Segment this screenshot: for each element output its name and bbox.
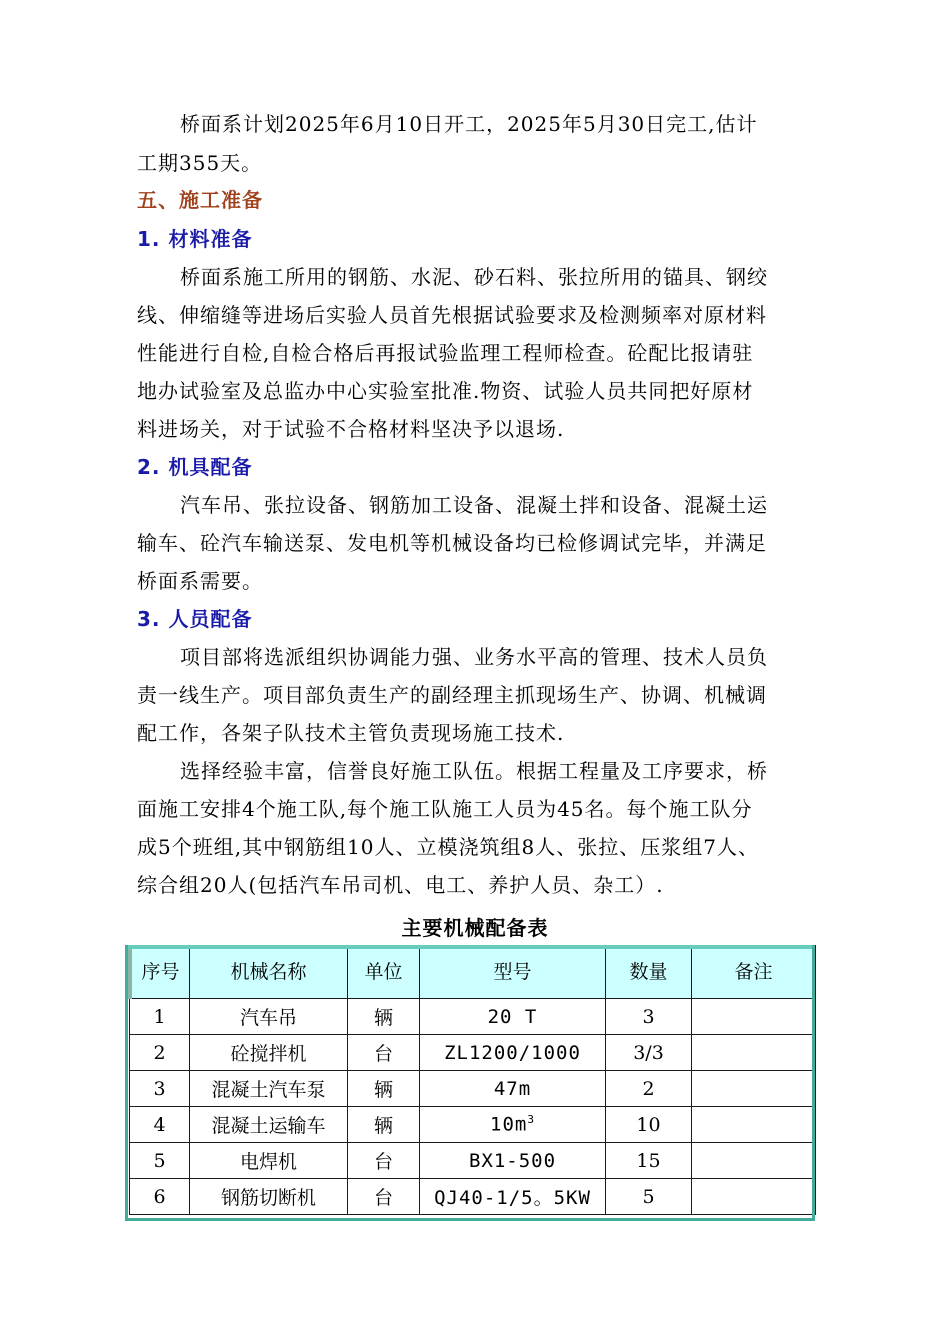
header-name: 机械名称 xyxy=(190,946,348,999)
table-header-row xyxy=(130,946,816,999)
table-row xyxy=(130,1143,816,1179)
cell-model: BX1-500 xyxy=(420,1143,606,1179)
cell-qty: 3 xyxy=(606,999,692,1035)
crew-line-1: 选择经验丰富，信誉良好施工队伍。根据工程量及工序要求，桥 xyxy=(180,759,768,783)
cell-name: 钢筋切断机 xyxy=(190,1179,348,1215)
equipment-line-2: 输车、砼汽车输送泵、发电机等机械设备均已检修调试完毕，并满足 xyxy=(137,531,767,555)
subsection-2-heading: 2. 机具配备 xyxy=(137,455,253,479)
cell-note xyxy=(692,999,816,1035)
crew-line-2: 面施工安排4个施工队,每个施工队施工人员为45名。每个施工队分 xyxy=(137,797,753,821)
cell-unit: 辆 xyxy=(348,1071,420,1107)
table-title: 主要机械配备表 xyxy=(401,916,549,940)
staff-line-3: 配工作，各架子队技术主管负责现场施工技术. xyxy=(137,721,565,745)
materials-line-3: 性能进行自检,自检合格后再报试验监理工程师检查。砼配比报请驻 xyxy=(137,341,754,365)
cell-name: 混凝土运输车 xyxy=(190,1107,348,1143)
header-model: 型号 xyxy=(420,946,606,999)
cell-model: 47m xyxy=(420,1071,606,1107)
cell-no: 3 xyxy=(130,1071,190,1107)
cell-unit: 台 xyxy=(348,1143,420,1179)
header-no: 序号 xyxy=(130,946,190,999)
machinery-table xyxy=(127,945,816,1215)
table-row xyxy=(130,1035,816,1071)
crew-line-3: 成5个班组,其中钢筋组10人、立模浇筑组8人、张拉、压浆组7人、 xyxy=(137,835,759,859)
cell-qty: 5 xyxy=(606,1179,692,1215)
cell-model: QJ40-1/5。5KW xyxy=(420,1179,606,1215)
subsection-3-heading: 3. 人员配备 xyxy=(137,607,253,631)
cell-name: 汽车吊 xyxy=(190,999,348,1035)
equipment-line-1: 汽车吊、张拉设备、钢筋加工设备、混凝土拌和设备、混凝土运 xyxy=(180,493,768,517)
crew-line-4: 综合组20人(包括汽车吊司机、电工、养护人员、杂工）. xyxy=(137,873,664,897)
table-top-border xyxy=(125,945,815,949)
cell-note xyxy=(692,1143,816,1179)
cell-name: 电焊机 xyxy=(190,1143,348,1179)
schedule-line-1: 桥面系计划2025年6月10日开工，2025年5月30日完工,估计 xyxy=(180,112,758,136)
header-qty: 数量 xyxy=(606,946,692,999)
section-5-heading: 五、施工准备 xyxy=(137,188,263,212)
cell-qty: 3/3 xyxy=(606,1035,692,1071)
equipment-line-3: 桥面系需要。 xyxy=(137,569,263,593)
cell-qty: 10 xyxy=(606,1107,692,1143)
cell-note xyxy=(692,1035,816,1071)
cell-note xyxy=(692,1071,816,1107)
cell-no: 4 xyxy=(130,1107,190,1143)
cell-name: 砼搅拌机 xyxy=(190,1035,348,1071)
table-row xyxy=(130,999,816,1035)
table-row xyxy=(130,1179,816,1215)
cell-no: 6 xyxy=(130,1179,190,1215)
cell-qty: 2 xyxy=(606,1071,692,1107)
subsection-1-heading: 1. 材料准备 xyxy=(137,227,253,251)
cell-model xyxy=(420,1107,606,1143)
cell-model-base: 10m xyxy=(490,1113,528,1136)
cell-unit: 台 xyxy=(348,1179,420,1215)
header-note: 备注 xyxy=(692,946,816,999)
materials-line-4: 地办试验室及总监办中心实验室批准.物资、试验人员共同把好原材 xyxy=(137,379,754,403)
cell-unit: 台 xyxy=(348,1035,420,1071)
cell-note xyxy=(692,1107,816,1143)
schedule-line-2: 工期355天。 xyxy=(137,151,263,175)
table-row xyxy=(130,1107,816,1143)
staff-line-2: 责一线生产。项目部负责生产的副经理主抓现场生产、协调、机械调 xyxy=(137,683,767,707)
cell-no: 1 xyxy=(130,999,190,1035)
cell-model-superscript: 3 xyxy=(527,1113,535,1127)
cell-model: 20 T xyxy=(420,999,606,1035)
cell-note xyxy=(692,1179,816,1215)
cell-name: 混凝土汽车泵 xyxy=(190,1071,348,1107)
cell-no: 5 xyxy=(130,1143,190,1179)
cell-no: 2 xyxy=(130,1035,190,1071)
cell-model: ZL1200/1000 xyxy=(420,1035,606,1071)
staff-line-1: 项目部将选派组织协调能力强、业务水平高的管理、技术人员负 xyxy=(180,645,768,669)
header-unit: 单位 xyxy=(348,946,420,999)
materials-line-2: 线、伸缩缝等进场后实验人员首先根据试验要求及检测频率对原材料 xyxy=(137,303,767,327)
materials-line-5: 料进场关，对于试验不合格材料坚决予以退场. xyxy=(137,417,565,441)
cell-unit: 辆 xyxy=(348,999,420,1035)
cell-unit: 辆 xyxy=(348,1107,420,1143)
cell-qty: 15 xyxy=(606,1143,692,1179)
table-row xyxy=(130,1071,816,1107)
materials-line-1: 桥面系施工所用的钢筋、水泥、砂石料、张拉所用的锚具、钢绞 xyxy=(180,265,768,289)
